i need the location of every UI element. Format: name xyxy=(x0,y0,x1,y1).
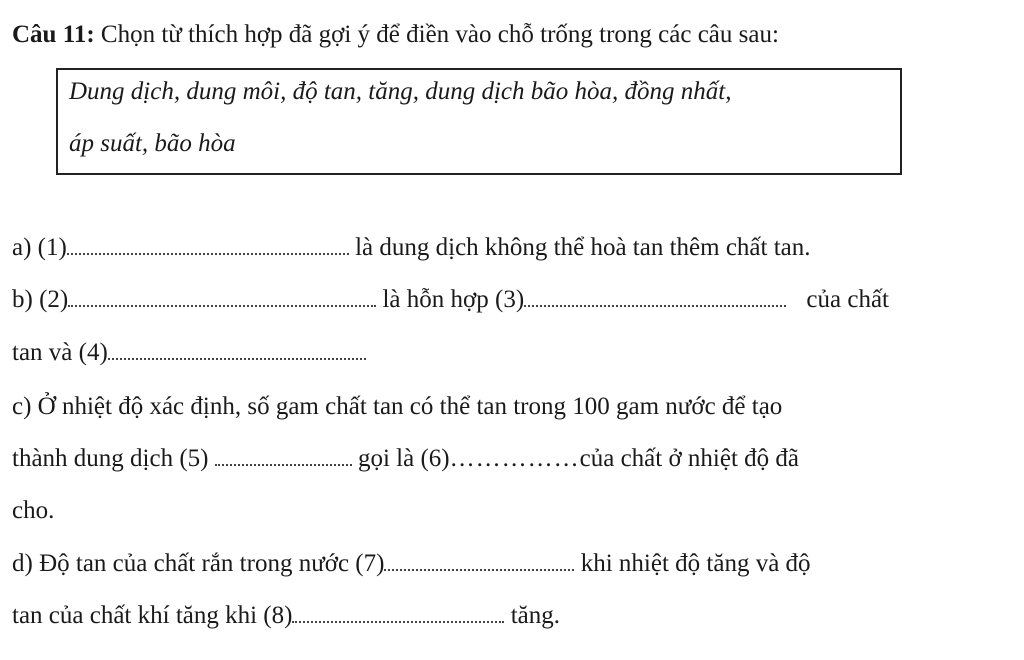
blank-7[interactable] xyxy=(384,551,574,571)
item-b-label: b) (2) xyxy=(12,286,69,313)
item-d-text-1: d) Độ tan của chất rắn trong nước (7) xyxy=(12,550,385,577)
item-c-line-3: cho. xyxy=(12,497,55,524)
blank-2[interactable] xyxy=(68,287,376,307)
item-c-line-2 xyxy=(12,444,799,474)
item-a-label: a) (1) xyxy=(12,234,67,261)
blank-4[interactable] xyxy=(108,340,366,360)
item-c-text-1: thành dung dịch (5) xyxy=(12,445,215,472)
blank-3[interactable] xyxy=(524,287,786,307)
item-b-text-2: của chất xyxy=(800,286,889,313)
blank-1[interactable] xyxy=(67,235,349,255)
question-instruction: Chọn từ thích hợp đã gợi ý để điền vào chỗ trống trong các câu sau: xyxy=(100,21,779,48)
question-heading xyxy=(12,20,779,50)
item-d-line-2 xyxy=(12,601,560,631)
item-c-text-2: gọi là (6) xyxy=(351,445,450,472)
blank-8[interactable] xyxy=(292,603,504,623)
item-b-text-3: tan và (4) xyxy=(12,339,108,366)
item-d-line-1 xyxy=(12,549,811,579)
item-d-text-2: khi nhiệt độ tăng và độ xyxy=(574,550,811,577)
item-d-text-4: tăng. xyxy=(504,602,561,629)
item-d-text-3: tan của chất khí tăng khi (8) xyxy=(12,602,293,629)
question-label: Câu 11: xyxy=(12,21,95,48)
item-c-text-3: của chất ở nhiệt độ đã xyxy=(579,445,800,472)
word-bank-line-2: áp suất, bão hòa xyxy=(69,130,236,157)
item-b-line-1 xyxy=(12,285,889,315)
item-a xyxy=(12,233,811,263)
item-c-line-1: c) Ở nhiệt độ xác định, số gam chất tan có thể tan trong 100 gam nước để tạo xyxy=(12,393,783,420)
item-a-text: là dung dịch không thể hoà tan thêm chất tan. xyxy=(348,234,811,261)
blank-6[interactable]: …………… xyxy=(449,445,580,472)
item-b-line-2 xyxy=(12,338,366,368)
word-bank-box xyxy=(56,68,902,175)
word-bank-line-1: Dung dịch, dung môi, độ tan, tăng, dung dịch bão hòa, đồng nhất, xyxy=(69,78,732,105)
item-b-text-1: là hỗn hợp (3) xyxy=(376,286,525,313)
blank-5[interactable] xyxy=(215,446,352,466)
